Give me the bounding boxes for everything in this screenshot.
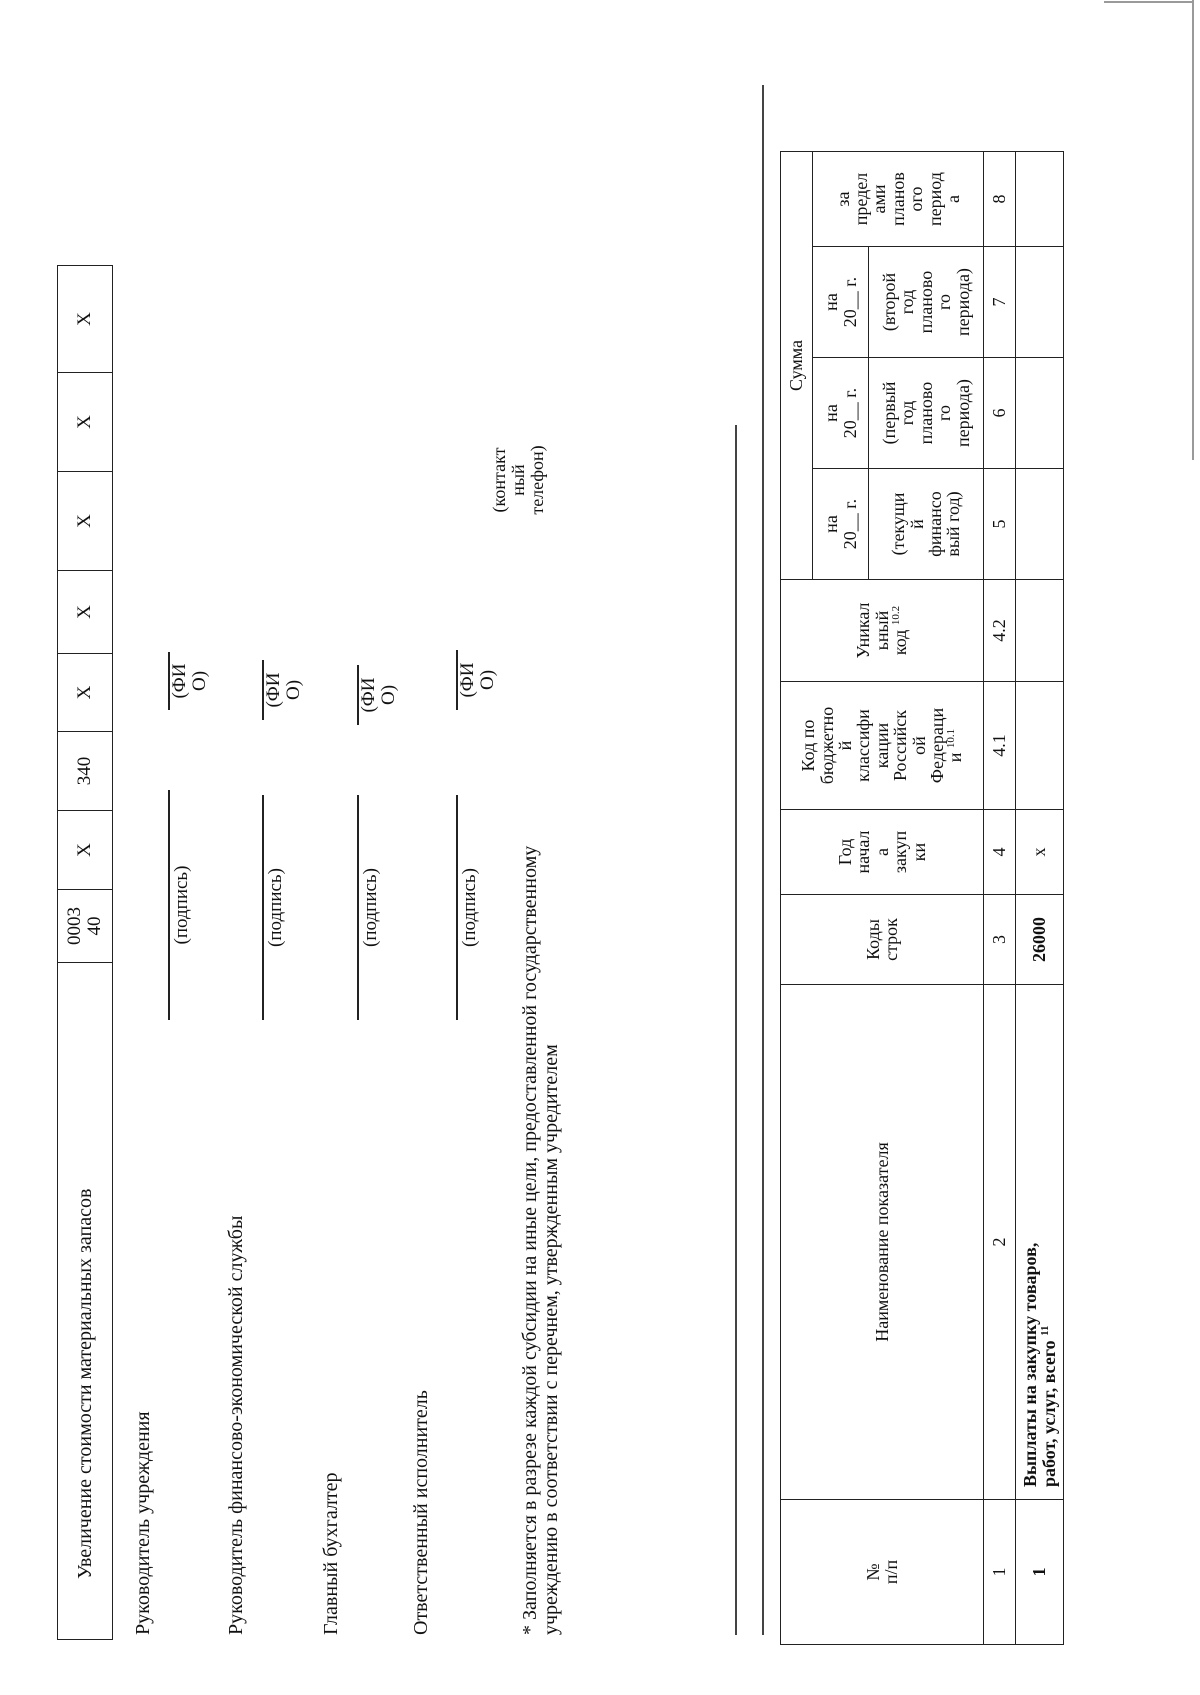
signature-role: Ответственный исполнитель bbox=[410, 1390, 432, 1635]
header-year-start: Год начал а закуп ки bbox=[781, 810, 984, 895]
table-cell: 340 bbox=[58, 732, 113, 811]
signature-caption: (подпись) bbox=[459, 868, 480, 947]
table-cell: X bbox=[58, 373, 113, 472]
signature-line bbox=[456, 795, 458, 1020]
signature-caption: (подпись) bbox=[265, 868, 286, 947]
header-year-label: на 20__ г. bbox=[813, 469, 869, 580]
table-cell: X bbox=[58, 654, 113, 732]
table-cell: 8 bbox=[984, 152, 1016, 247]
fio-caption: (ФИ О) bbox=[263, 672, 304, 708]
fio-caption: (ФИ О) bbox=[358, 677, 399, 713]
table-cell: X bbox=[58, 571, 113, 654]
separator-line bbox=[735, 425, 737, 1635]
table-cell bbox=[1016, 358, 1064, 469]
fio-caption: (ФИ О) bbox=[457, 662, 498, 698]
table-cell: 6 bbox=[984, 358, 1016, 469]
fio-caption: (ФИ О) bbox=[169, 663, 210, 699]
separator-line bbox=[762, 85, 764, 1635]
contact-phone-caption: (контакт ный телефон) bbox=[489, 445, 547, 515]
table-cell bbox=[1016, 247, 1064, 358]
table-cell: 7 bbox=[984, 247, 1016, 358]
table-cell: 4 bbox=[984, 810, 1016, 895]
table-cell bbox=[1016, 469, 1064, 580]
signature-role: Главный бухгалтер bbox=[320, 1472, 342, 1635]
signature-role: Руководитель учреждения bbox=[132, 1411, 154, 1635]
header-year-label: на 20__ г. bbox=[813, 358, 869, 469]
signature-role: Руководитель финансово-экономической службы bbox=[225, 1215, 247, 1635]
signature-line bbox=[262, 795, 264, 1020]
header-current-year: (текущи й финансо вый год) bbox=[869, 469, 984, 580]
header-year-label: на 20__ г. bbox=[813, 247, 869, 358]
table-cell: X bbox=[58, 811, 113, 890]
table-cell: 1 bbox=[1016, 1500, 1064, 1645]
table-cell: 26000 bbox=[1016, 895, 1064, 985]
table-cell: X bbox=[58, 472, 113, 571]
row-label: Увеличение стоимости материальных запасов bbox=[58, 963, 113, 1640]
footnote: * Заполняется в разрезе каждой субсидии на иные цели, предоставленной государственному учреждению в соответствии с перечнем, утвержденным учредителем bbox=[519, 845, 562, 1635]
table-cell: 1 bbox=[984, 1500, 1016, 1645]
table-cell: x bbox=[1016, 810, 1064, 895]
table-row bbox=[58, 266, 113, 1640]
table-row bbox=[984, 152, 1016, 1645]
table-cell bbox=[1016, 152, 1064, 247]
header-sum: Сумма bbox=[781, 152, 813, 580]
table-cell: X bbox=[58, 266, 113, 373]
header-num: № п/п bbox=[781, 1500, 984, 1645]
header-budget-code: Код по бюджетно й классифи кации Российск ой Федераци и $^{10.1}$ bbox=[781, 682, 984, 810]
row-code: 0003 40 bbox=[58, 890, 113, 963]
row-name: Выплаты на закупку товаров, работ, услуг, всего $^{11}$ bbox=[1016, 985, 1064, 1500]
table-row bbox=[781, 152, 813, 1645]
signature-line bbox=[168, 790, 170, 1020]
top-table bbox=[57, 265, 113, 1640]
main-table bbox=[780, 151, 1064, 1645]
table-cell: 5 bbox=[984, 469, 1016, 580]
header-beyond-plan: за предел ами планов ого период а bbox=[813, 152, 984, 247]
header-codes: Коды строк bbox=[781, 895, 984, 985]
scan-edge-line bbox=[1104, 1, 1194, 3]
table-cell bbox=[1016, 580, 1064, 682]
header-unique-code: Уникал ьный код $^{10.2}$ bbox=[781, 580, 984, 682]
scan-edge-line bbox=[1192, 0, 1194, 460]
signature-caption: (подпись) bbox=[360, 868, 381, 947]
table-cell: 4.1 bbox=[984, 682, 1016, 810]
table-cell: 2 bbox=[984, 985, 1016, 1500]
table-cell: 4.2 bbox=[984, 580, 1016, 682]
signature-caption: (подпись) bbox=[171, 865, 192, 945]
signature-line bbox=[357, 795, 359, 1020]
header-name: Наименование показателя bbox=[781, 985, 984, 1500]
table-row bbox=[1016, 152, 1064, 1645]
header-first-plan-year: (первый год планово го периода) bbox=[869, 358, 984, 469]
table-cell bbox=[1016, 682, 1064, 810]
table-cell: 3 bbox=[984, 895, 1016, 985]
header-second-plan-year: (второй год планово го периода) bbox=[869, 247, 984, 358]
